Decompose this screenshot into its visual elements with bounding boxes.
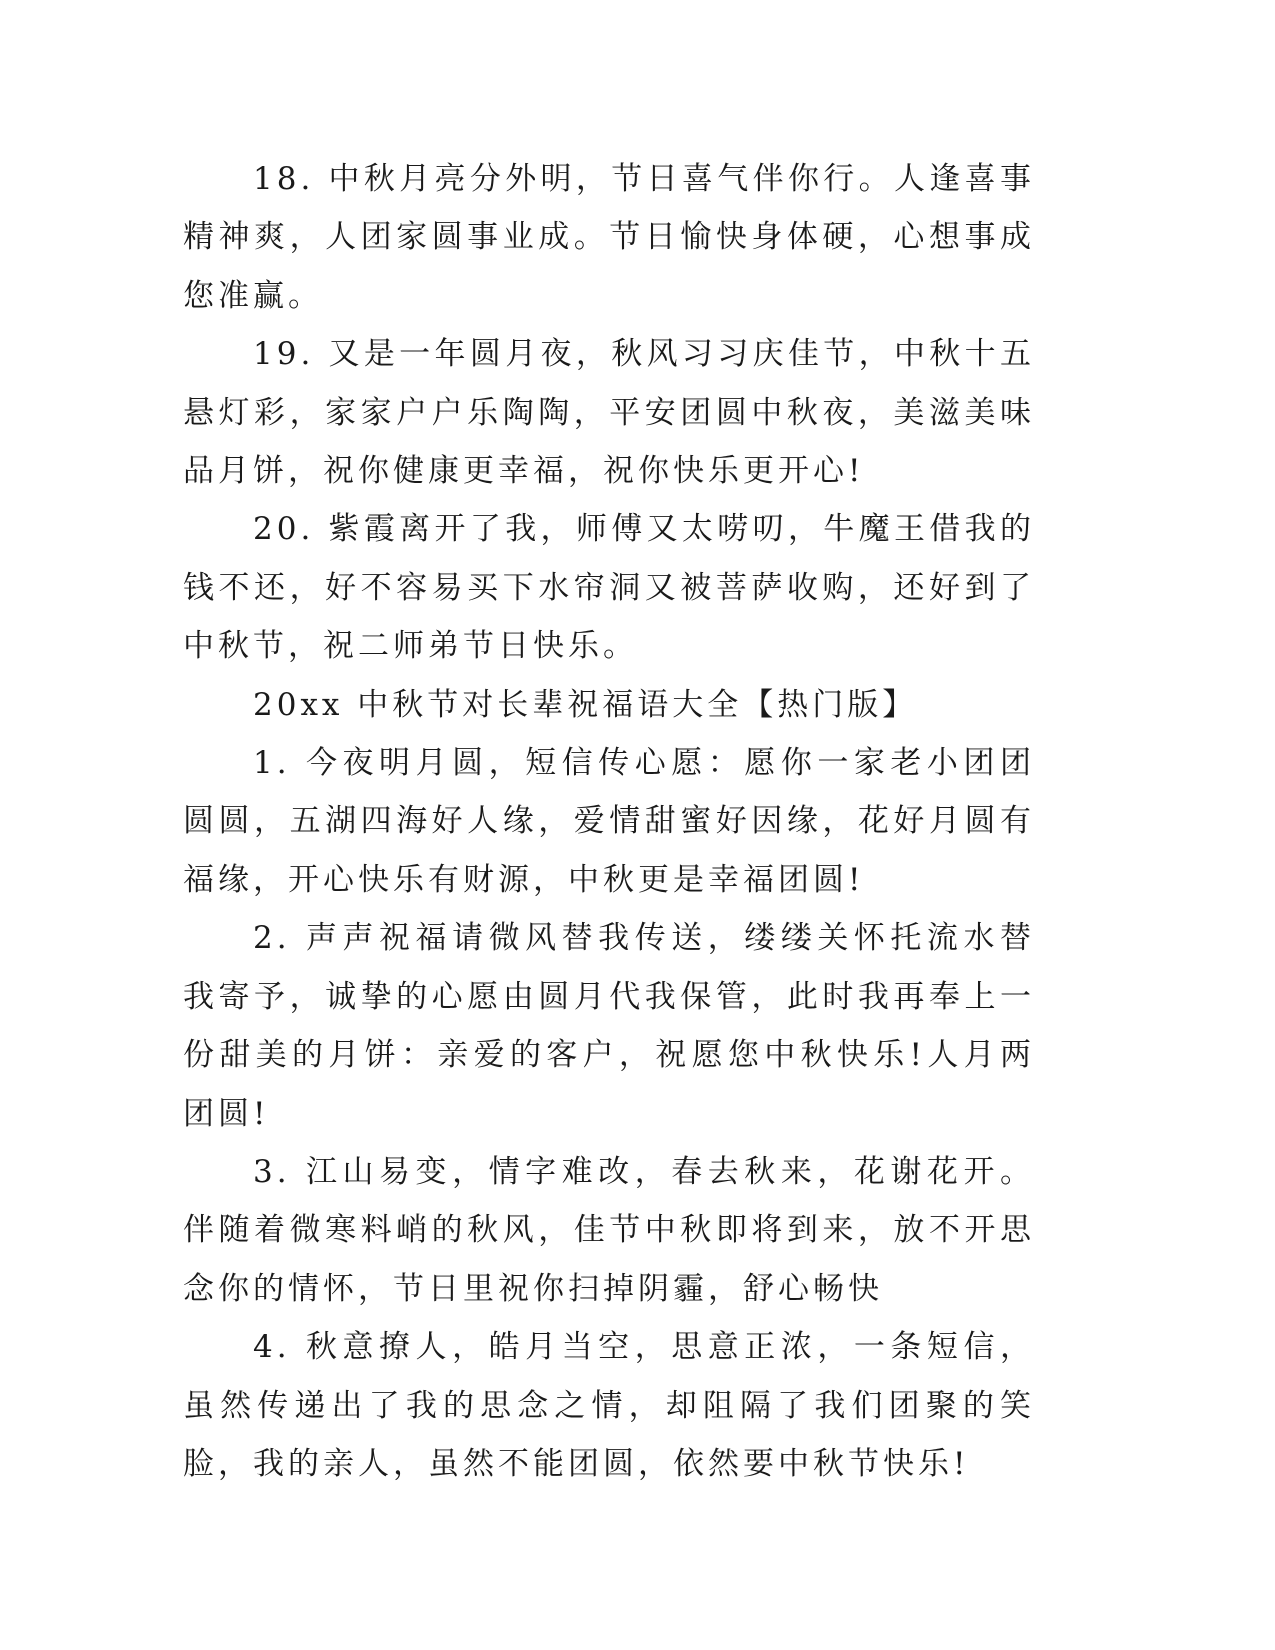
paragraph-elder-wish-2: 2. 声声祝福请微风替我传送，缕缕关怀托流水替我寄予，诚挚的心愿由圆月代我保管，此时我再奉上一份甜美的月饼：亲爱的客户，祝愿您中秋快乐!人月两团圆!	[183, 920, 1035, 1132]
section-heading: 20xx 中秋节对长辈祝福语大全【热门版】	[253, 686, 918, 723]
document-body	[183, 150, 1035, 1493]
paragraph-elder-wish-3: 3. 江山易变，情字难改，春去秋来，花谢花开。伴随着微寒料峭的秋风，佳节中秋即将到来，放不开思念你的情怀，节日里祝你扫掉阴霾，舒心畅快	[183, 1153, 1035, 1307]
paragraph-wish-18: 18. 中秋月亮分外明，节日喜气伴你行。人逢喜事精神爽，人团家圆事业成。节日愉快身体硬，心想事成您准赢。	[183, 161, 1035, 314]
paragraph-elder-wish-1: 1. 今夜明月圆，短信传心愿：愿你一家老小团团圆圆，五湖四海好人缘，爱情甜蜜好因缘，花好月圆有福缘，开心快乐有财源，中秋更是幸福团圆!	[183, 745, 1035, 898]
paragraph-elder-wish-4: 4. 秋意撩人，皓月当空，思意正浓，一条短信，虽然传递出了我的思念之情，却阻隔了我们团聚的笑脸，我的亲人，虽然不能团圆，依然要中秋节快乐!	[183, 1329, 1035, 1482]
paragraph-wish-20: 20. 紫霞离开了我，师傅又太唠叨，牛魔王借我的钱不还，好不容易买下水帘洞又被菩萨收购，还好到了中秋节，祝二师弟节日快乐。	[183, 511, 1035, 665]
paragraph-wish-19: 19. 又是一年圆月夜，秋风习习庆佳节，中秋十五悬灯彩，家家户户乐陶陶，平安团圆中秋夜，美滋美味品月饼，祝你健康更幸福，祝你快乐更开心!	[183, 336, 1035, 490]
